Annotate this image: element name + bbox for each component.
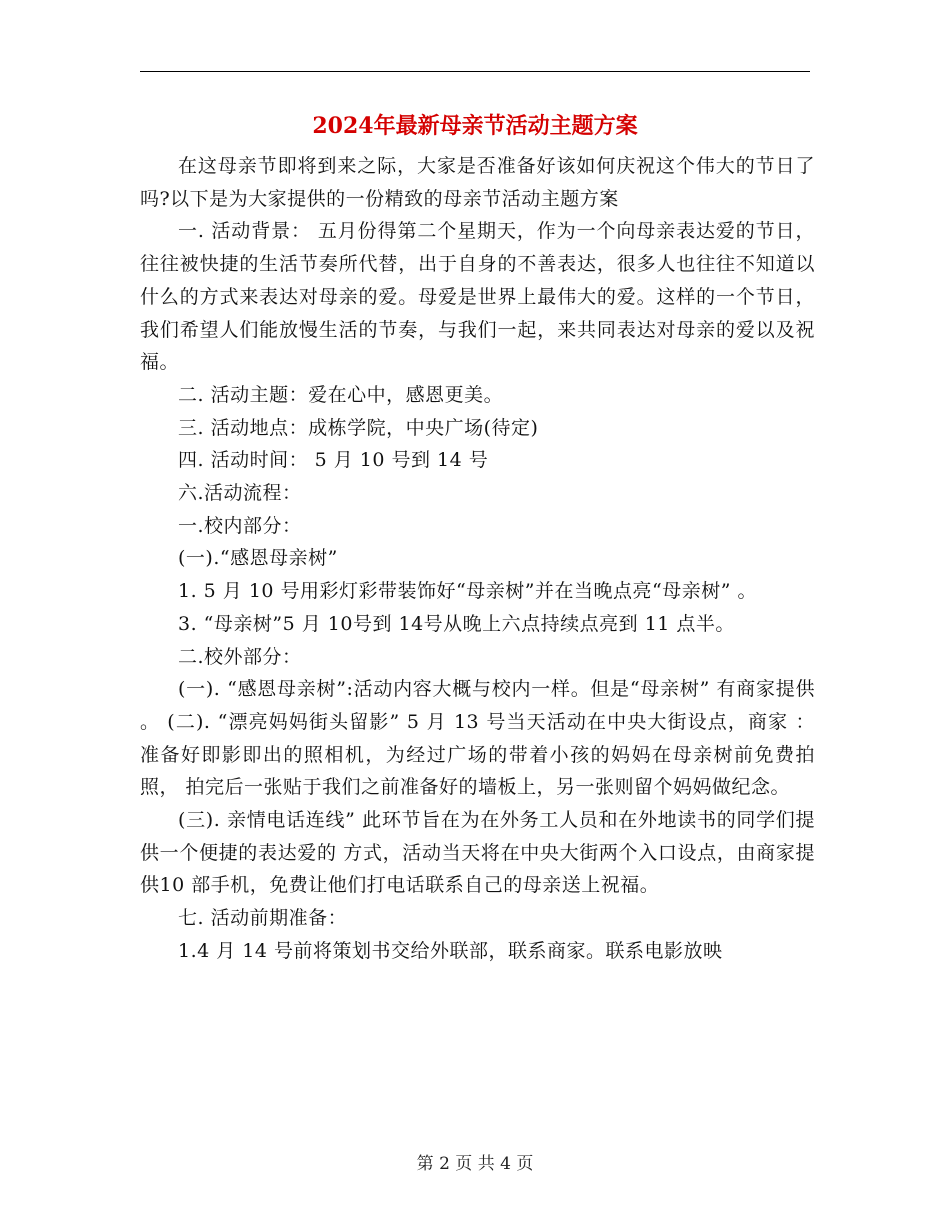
paragraph-offcampus-details: (一). “感恩母亲树”:活动内容大概与校内一样。但是“母亲树” 有商家提供 。 (二). “漂亮妈妈街头留影” 5 月 13 号当天活动在中央大街设点，商家 ： 准备好即影即出的照相机，为经过广场的带着小孩的妈妈在母亲树前免费拍照， 拍完后一张贴于我们之前准备好的墙板上，另一张则留个妈妈做纪念。	[140, 678, 815, 799]
paragraph-campus-heading: 一.校内部分：	[178, 514, 302, 537]
document-body	[140, 150, 815, 968]
document-title: 2024年最新母亲节活动主题方案	[312, 113, 638, 139]
paragraph-time: 四. 活动时间： 5 月 10 号到 14 号	[178, 449, 489, 472]
paragraph-step-1: 1. 5 月 10 号用彩灯彩带装饰好“母亲树”并在当晚点亮“母亲树” 。	[178, 580, 757, 603]
header-rule	[140, 71, 810, 72]
paragraph-phone-hotline: (三). 亲情电话连线” 此环节旨在为在外务工人员和在外地读书的同学们提供一个便捷的表达爱的 方式，活动当天将在中央大街两个入口设点，由商家提供10 部手机，免费让他们打电话联系自己的母亲送上祝福。	[140, 809, 815, 897]
paragraph-intro: 在这母亲节即将到来之际，大家是否准备好该如何庆祝这个伟大的节日了吗?以下是为大家提供的一份精致的母亲节活动主题方案	[140, 155, 815, 210]
paragraph-location: 三. 活动地点：成栋学院，中央广场(待定)	[178, 416, 539, 439]
paragraph-preparation-step-1: 1.4 月 14 号前将策划书交给外联部，联系商家。联系电影放映	[178, 939, 723, 962]
paragraph-gratitude-tree: (一).“感恩母亲树”	[178, 547, 338, 570]
page-number: 第 2 页 共 4 页	[416, 1154, 534, 1174]
paragraph-preparation-heading: 七. 活动前期准备：	[178, 907, 348, 930]
paragraph-theme: 二. 活动主题：爱在心中，感恩更美。	[178, 383, 504, 406]
paragraph-process-heading: 六.活动流程：	[178, 482, 302, 505]
paragraph-background: 一. 活动背景： 五月份得第二个星期天，作为一个向母亲表达爱的节日，往往被快捷的生活节奏所代替，出于自身的不善表达，很多人也往往不知道以 什么的方式来表达对母亲的爱。母爱是世界上最伟大的爱。这样的一个节日， 我们希望人们能放慢生活的节奏，与我们一起，来共同表达对母亲的爱以及祝福。	[140, 220, 815, 374]
paragraph-step-3: 3. “母亲树”5 月 10号到 14号从晚上六点持续点亮到 11 点半。	[178, 612, 735, 635]
paragraph-offcampus-heading: 二.校外部分：	[178, 645, 302, 668]
